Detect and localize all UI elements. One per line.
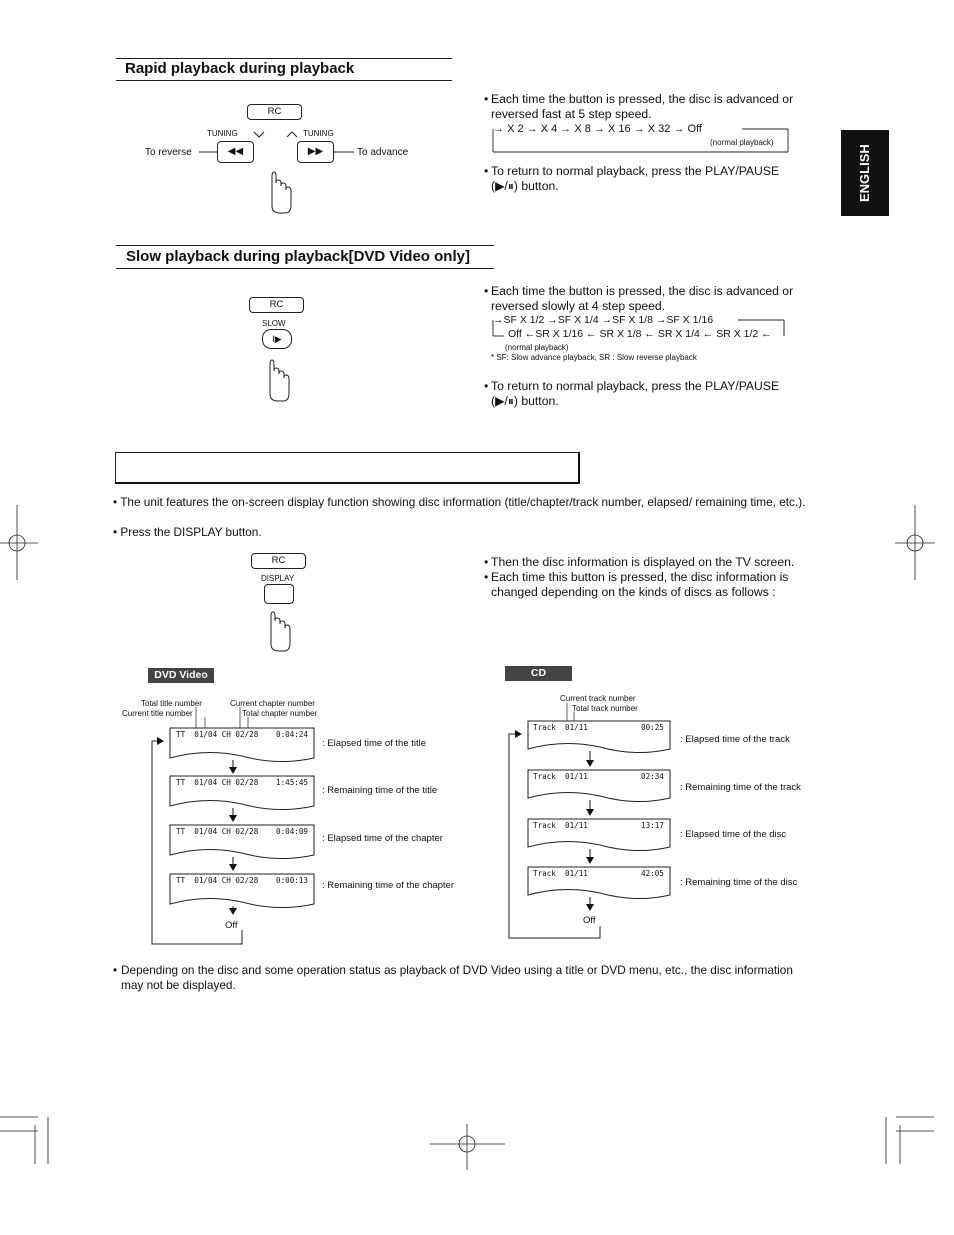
rc-badge-rapid: RC bbox=[247, 104, 302, 120]
cd-screen-3-caption: : Elapsed time of the disc bbox=[680, 829, 787, 840]
dvd-screen-4-time: 0:00:13 bbox=[276, 876, 309, 885]
rapid-heading-rule bbox=[116, 80, 452, 81]
dvd-total-chapter-label: Total chapter number bbox=[242, 709, 318, 718]
display-heading-box bbox=[115, 452, 580, 484]
dvd-screen-2-caption: : Remaining time of the title bbox=[322, 785, 438, 796]
rapid-normal-playback-note: (normal playback) bbox=[710, 138, 774, 147]
play-pause-icon: ▶/⏸ bbox=[495, 179, 514, 193]
slow-play-icon: I▶ bbox=[272, 334, 282, 344]
chevron-up-icon bbox=[287, 132, 297, 137]
dvd-current-chapter-label: Current chapter number bbox=[230, 699, 315, 708]
slow-label: SLOW bbox=[262, 319, 286, 328]
dvd-screen-1-left: TT 01/04 CH 02/28 bbox=[176, 730, 259, 739]
rapid-heading: Rapid playback during playback bbox=[125, 60, 355, 77]
hand-icon-rapid bbox=[272, 172, 291, 213]
display-label: DISPLAY bbox=[261, 574, 295, 583]
dvd-current-title-label: Current title number bbox=[122, 709, 193, 718]
slow-bullet-2: • To return to normal playback, press the PLAY/PAUSE (▶/⏸) button. bbox=[484, 379, 780, 408]
rc-badge-display: RC bbox=[251, 553, 306, 569]
play-pause-icon-slow: ▶/⏸ bbox=[495, 394, 514, 408]
language-tab-label: ENGLISH bbox=[857, 144, 872, 202]
cd-screen-4-time: 42:05 bbox=[641, 869, 664, 878]
dvd-screen-4-caption: : Remaining time of the chapter bbox=[322, 880, 455, 891]
registration-mark-bottom bbox=[430, 1124, 505, 1170]
slow-sequence-row-1: →SF X 1/2 →SF X 1/4 →SF X 1/8 →SF X 1/16 bbox=[493, 314, 714, 326]
display-button[interactable] bbox=[264, 584, 294, 604]
rewind-icon: ◀◀ bbox=[227, 146, 244, 157]
dvd-screen-2-time: 1:45:45 bbox=[276, 778, 309, 787]
slow-heading: Slow playback during playback[DVD Video only] bbox=[126, 248, 470, 265]
cd-current-track-label: Current track number bbox=[560, 694, 636, 703]
cd-label: CD bbox=[505, 666, 572, 681]
cd-screen-4-left: Track 01/11 bbox=[533, 869, 588, 878]
display-then: • Then the disc information is displayed on the TV screen. bbox=[484, 555, 795, 569]
slow-bullet-1: • Each time the button is pressed, the disc is advanced or reversed slowly at 4 step speed. bbox=[484, 284, 794, 313]
display-each: • Each time this button is pressed, the disc information is changed depending on the kinds of discs as follows : bbox=[484, 570, 789, 599]
dvd-screen-1-caption: : Elapsed time of the title bbox=[322, 738, 427, 749]
slow-sequence-row-2: Off ←SR X 1/16 ← SR X 1/8 ← SR X 1/4 ← SR X 1/2 ← bbox=[508, 328, 772, 340]
dvd-screen-3-left: TT 01/04 CH 02/28 bbox=[176, 827, 259, 836]
to-advance-label: To advance bbox=[357, 147, 409, 158]
dvd-off-label: Off bbox=[225, 920, 238, 931]
rapid-speed-sequence: → X 2 → X 4 → X 8 → X 16 → X 32 → Off bbox=[493, 123, 702, 135]
display-press: • Press the DISPLAY button. bbox=[113, 525, 262, 539]
dvd-screen-1-time: 0:04:24 bbox=[276, 730, 309, 739]
registration-mark-left bbox=[0, 505, 38, 580]
slow-heading-rule bbox=[116, 268, 494, 269]
dvd-screen-3-caption: : Elapsed time of the chapter bbox=[322, 833, 443, 844]
cd-screen-1-time: 00:25 bbox=[641, 723, 664, 732]
hand-icon-slow bbox=[270, 360, 289, 401]
registration-mark-right bbox=[895, 505, 935, 580]
dvd-screen-2-left: TT 01/04 CH 02/28 bbox=[176, 778, 259, 787]
dvd-screen-3-time: 0:04:09 bbox=[276, 827, 309, 836]
rapid-bullet-2: • To return to normal playback, press the PLAY/PAUSE (▶/⏸) button. bbox=[484, 164, 780, 193]
dvd-screen-4-left: TT 01/04 CH 02/28 bbox=[176, 876, 259, 885]
cd-screen-1-left: Track 01/11 bbox=[533, 723, 588, 732]
rewind-button[interactable] bbox=[217, 141, 254, 163]
rc-badge-slow: RC bbox=[249, 297, 304, 313]
display-note: • Depending on the disc and some operation status as playback of DVD Video using a title or DVD menu, etc., the disc information may not be displayed. bbox=[113, 963, 793, 992]
slow-normal-playback-note: (normal playback) bbox=[505, 343, 569, 352]
cd-screen-3-left: Track 01/11 bbox=[533, 821, 588, 830]
dvd-video-label: DVD Video bbox=[148, 668, 214, 683]
cd-screen-2-left: Track 01/11 bbox=[533, 772, 588, 781]
tuning-up-label: TUNING bbox=[303, 129, 334, 138]
tuning-down-label: TUNING bbox=[207, 129, 238, 138]
rapid-bullet-1: • Each time the button is pressed, the disc is advanced or reversed fast at 5 step speed. bbox=[484, 92, 794, 121]
chevron-down-icon bbox=[254, 132, 264, 137]
cd-screen-2-caption: : Remaining time of the track bbox=[680, 782, 801, 793]
slow-button[interactable] bbox=[262, 329, 292, 349]
dvd-total-title-label: Total title number bbox=[141, 699, 202, 708]
cd-off-label: Off bbox=[583, 915, 596, 926]
cd-screen-3-time: 13:17 bbox=[641, 821, 664, 830]
slow-heading-topline bbox=[116, 245, 494, 246]
cd-screen-2-time: 02:34 bbox=[641, 772, 664, 781]
slow-footnote: * SF: Slow advance playback, SR : Slow reverse playback bbox=[491, 353, 697, 362]
hand-icon-display bbox=[271, 612, 290, 651]
rapid-heading-topline bbox=[116, 58, 452, 59]
cd-screen-4-caption: : Remaining time of the disc bbox=[680, 877, 798, 888]
cd-screen-1-caption: : Elapsed time of the track bbox=[680, 734, 790, 745]
display-intro: • The unit features the on-screen display function showing disc information (title/chapter/track number, elapsed/ remaining time, etc.). bbox=[113, 495, 806, 509]
fast-forward-button[interactable] bbox=[297, 141, 334, 163]
to-reverse-label: To reverse bbox=[145, 147, 192, 158]
cd-total-track-label: Total track number bbox=[572, 704, 638, 713]
language-tab bbox=[841, 130, 889, 216]
fast-forward-icon: ▶▶ bbox=[307, 146, 324, 157]
